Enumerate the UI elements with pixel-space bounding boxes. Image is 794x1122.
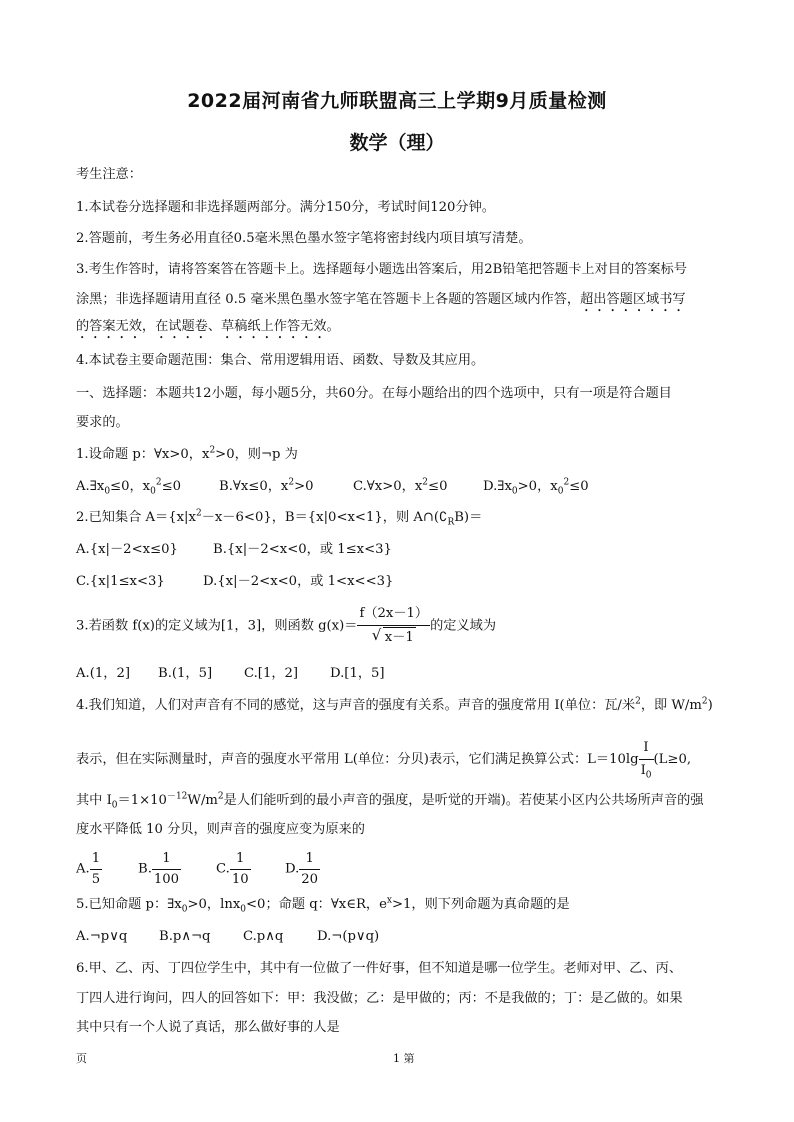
q1-sup: 2 xyxy=(209,445,216,456)
q2-text: 2.已知集合 A＝{x|x xyxy=(76,510,196,525)
question-1-options xyxy=(76,478,716,498)
q1-option-c[interactable] xyxy=(353,478,447,496)
q4-formula-fraction xyxy=(639,738,654,781)
q4-c-label: C. xyxy=(216,861,230,877)
q5-option-a[interactable]: A.¬p∨q xyxy=(76,929,128,944)
q4-c-den: 10 xyxy=(230,869,251,889)
q1-a-sub-2: 0 xyxy=(150,486,156,497)
exam-title: 2022届河南省九师联盟高三上学期9月质量检测 xyxy=(187,90,607,112)
q4-text-3: ) xyxy=(707,698,713,713)
q1-a-text-3: ≤0 xyxy=(161,479,182,494)
q4-sup-3: －12 xyxy=(166,791,188,802)
question-5-stem xyxy=(76,896,570,914)
q1-a-text: A.∃x xyxy=(76,479,105,494)
q5-text-2: >0，lnx xyxy=(187,897,241,912)
q1-text: 1.设命题 p：∀x>0，x xyxy=(76,447,210,462)
q5-sub-2: 0 xyxy=(240,904,246,915)
note-4: 4.本试卷主要命题范围：集合、常用逻辑用语、函数、导数及其应用。 xyxy=(76,353,485,368)
q4-d-label: D. xyxy=(285,861,300,877)
q5-sup: x xyxy=(386,895,392,906)
question-3-options xyxy=(76,665,716,685)
note-3-line-1: 3.考生作答时，请将答案答在答题卡上。选择题每小题选出答案后，用2B铅笔把答题卡上对目的答案标号 xyxy=(76,262,687,277)
q4-text-7: ＝1×10 xyxy=(117,793,167,808)
q4-sup: 2 xyxy=(635,696,641,707)
question-5-options xyxy=(76,928,716,948)
q4-text-6: 其中 I xyxy=(76,793,112,808)
note-3-line-2 xyxy=(76,291,686,315)
question-6-line-1: 6.甲、乙、丙、丁四位学生中，其中有一位做了一件好事，但不知道是哪一位学生。老师对甲、乙、丙、 xyxy=(76,961,683,976)
notes-heading: 考生注意： xyxy=(76,167,142,182)
q1-c-sup: 2 xyxy=(422,477,429,488)
q4-b-label: B. xyxy=(138,861,152,877)
q5-option-c[interactable]: C.p∧q xyxy=(243,929,284,944)
q1-option-b[interactable] xyxy=(219,478,314,496)
question-1-stem xyxy=(76,446,298,464)
note-2: 2.答题前，考生务必用直径0.5毫米黑色墨水签字笔将密封线内项目填写清楚。 xyxy=(76,231,532,246)
q4-sup-2: 2 xyxy=(701,696,708,707)
q1-d-sub: 0 xyxy=(511,486,518,497)
question-4-line-3 xyxy=(76,792,704,810)
question-2-options-row-1 xyxy=(76,541,716,561)
q4-sup-4: 2 xyxy=(217,791,224,802)
q4-option-b[interactable] xyxy=(138,850,181,889)
section-heading-cont: 要求的。 xyxy=(76,415,129,430)
note-3-emphasis: 超出答题区域书写 xyxy=(580,292,686,307)
q4-sub: 0 xyxy=(111,800,118,811)
q2-option-a[interactable]: A.{x|－2<x≤0} xyxy=(76,542,178,557)
q1-b-text-2: >0 xyxy=(294,479,314,494)
q4-formula-num: I xyxy=(643,740,649,755)
note-3-line-3 xyxy=(76,318,340,342)
q1-d-sup: 2 xyxy=(563,477,570,488)
question-4-line-1 xyxy=(76,697,713,715)
q3-option-b[interactable]: B.(1，5] xyxy=(158,666,213,681)
q4-formula-den-sub: 0 xyxy=(645,770,652,781)
exam-subtitle: 数学（理） xyxy=(349,132,445,154)
q5-text-3: <0；命题 q：∀x∈R，e xyxy=(246,897,387,912)
q4-c-num: 1 xyxy=(236,851,245,866)
question-3-stem xyxy=(76,604,496,648)
q4-b-num: 1 xyxy=(162,851,171,866)
q3-option-d[interactable]: D.[1，5] xyxy=(330,666,385,681)
q1-d-text: D.∃x xyxy=(483,479,512,494)
q4-option-a[interactable] xyxy=(76,850,102,889)
q4-text-8: W/m xyxy=(187,793,218,808)
q3-text-2: 的定义域为 xyxy=(430,618,497,634)
footer-left: 页 xyxy=(76,1052,87,1065)
q4-d-fraction xyxy=(299,850,320,889)
q4-text-9: 是人们能听到的最小声音的强度，是听觉的开端)。若使某小区内公共场所声音的强 xyxy=(223,793,704,808)
q1-c-text: C.∀x>0，x xyxy=(353,479,423,494)
footer-page-number: 1 第 xyxy=(393,1052,415,1065)
q3-fraction xyxy=(357,604,430,648)
q4-formula-den-text: I xyxy=(640,763,646,778)
q5-option-b[interactable]: B.p∧¬q xyxy=(159,929,211,944)
note-1: 1.本试卷分选择题和非选择题两部分。满分150分，考试时间120分钟。 xyxy=(76,200,495,215)
q4-formula-den xyxy=(639,759,654,781)
note-3-emphasis-2: 的答案无效，在试题卷、草稿纸上作答无效。 xyxy=(76,319,340,334)
q3-numerator: f（2x－1） xyxy=(359,606,429,621)
q1-b-sup: 2 xyxy=(288,477,295,488)
question-4-line-4: 度水平降低 10 分贝，则声音的强度应变为原来的 xyxy=(76,822,365,837)
q4-d-num: 1 xyxy=(305,851,314,866)
q1-a-sup: 2 xyxy=(155,477,162,488)
q1-b-text: B.∀x≤0，x xyxy=(219,479,289,494)
q1-option-a[interactable] xyxy=(76,478,181,496)
q4-a-num: 1 xyxy=(91,851,101,866)
q1-c-text-2: ≤0 xyxy=(428,479,448,494)
q3-option-c[interactable]: C.[1，2] xyxy=(244,666,299,681)
q2-option-b[interactable]: B.{x|－2<x<0，或 1≤x<3} xyxy=(213,542,392,557)
question-2-stem xyxy=(76,509,482,527)
q4-b-den: 100 xyxy=(152,869,181,889)
q2-option-c[interactable]: C.{x|1≤x<3} xyxy=(76,574,165,589)
q3-option-a[interactable]: A.(1，2] xyxy=(76,666,130,681)
section-heading: 一、选择题：本题共12小题，每小题5分，共60分。在每小题给出的四个选项中，只有一项是符合题目 xyxy=(76,386,672,401)
q3-text: 3.若函数 f(x)的定义域为[1，3]，则函数 g(x)＝ xyxy=(76,618,358,634)
q5-sub: 0 xyxy=(181,904,188,915)
q3-denominator xyxy=(357,625,430,648)
q4-a-label: A. xyxy=(76,861,90,877)
q3-sqrt: √ x－1 xyxy=(383,627,416,648)
q5-option-d[interactable]: D.¬(p∨q) xyxy=(317,929,380,944)
q4-option-d[interactable] xyxy=(285,850,320,889)
q4-d-den: 20 xyxy=(299,869,320,889)
q4-b-fraction xyxy=(152,850,181,889)
q4-a-fraction xyxy=(90,850,102,889)
q1-text-2: >0，则¬p 为 xyxy=(215,447,298,462)
question-6-line-3: 其中只有一个人说了真话，那么做好事的人是 xyxy=(76,1020,340,1035)
q2-option-d[interactable]: D.{x|－2<x<0，或 1<x<<3} xyxy=(203,574,394,589)
q2-sup: 2 xyxy=(195,508,202,519)
q1-a-sub: 0 xyxy=(104,486,111,497)
q1-a-text-2: ≤0，x xyxy=(110,479,151,494)
question-6-line-2: 丁四人进行询问，四人的回答如下：甲：我没做；乙：是甲做的；丙：不是我做的；丁：是乙做的。如果 xyxy=(76,991,683,1006)
q1-d-text-3: ≤0 xyxy=(569,479,589,494)
q2-sub: R xyxy=(447,517,455,528)
q4-text: 4.我们知道，人们对声音有不同的感觉，这与声音的强度有关系。声音的强度常用 I(单位：瓦/米 xyxy=(76,698,636,713)
question-4-line-2 xyxy=(76,738,691,781)
q5-text: 5.已知命题 p：∃x xyxy=(76,897,182,912)
q1-option-d[interactable] xyxy=(483,478,589,496)
q1-d-sub-2: 0 xyxy=(557,486,564,497)
q5-text-4: >1，则下列命题为真命题的是 xyxy=(391,897,570,912)
q4-text-4: 表示，但在实际测量时，声音的强度水平常用 L(单位：分贝)表示，它们满足换算公式：L＝10lg xyxy=(76,752,639,767)
q4-a-den: 5 xyxy=(90,869,102,889)
q2-text-3: B)＝ xyxy=(454,510,483,525)
q4-c-fraction xyxy=(230,850,251,889)
q4-option-c[interactable] xyxy=(216,850,251,889)
question-4-options xyxy=(76,850,716,890)
note-3-text: 涂黑；非选择题请用直径 0.5 毫米黑色墨水签字笔在答题卡上各题的答题区域内作答， xyxy=(76,292,581,307)
question-2-options-row-2 xyxy=(76,573,716,593)
q4-text-2: ，即 W/m xyxy=(640,698,702,713)
q2-text-2: －x－6<0}，B＝{x|0<x<1}，则 A∩(∁ xyxy=(201,510,448,525)
q4-text-5: (L≥0, xyxy=(653,752,692,767)
q1-d-text-2: >0，x xyxy=(517,479,558,494)
